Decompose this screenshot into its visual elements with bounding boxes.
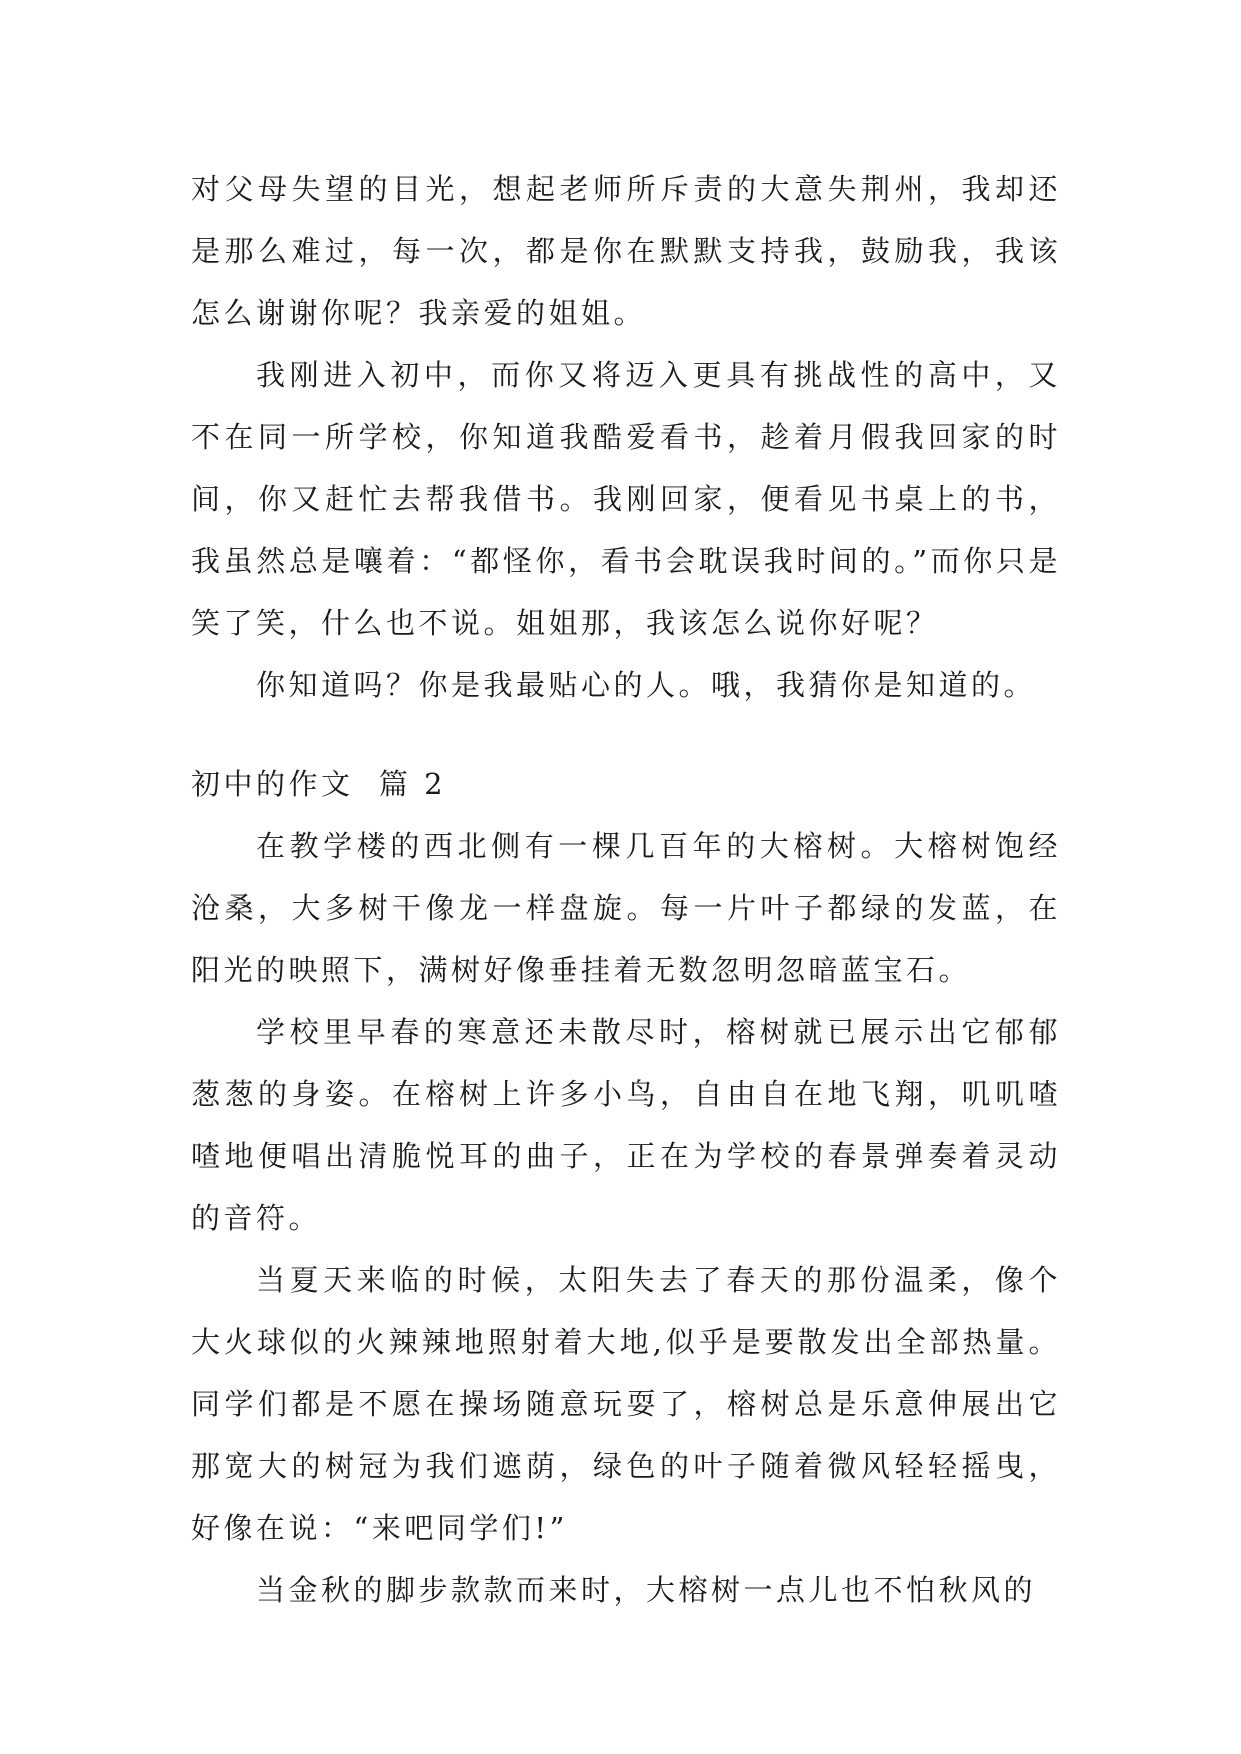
paragraph: 在教学楼的西北侧有一棵几百年的大榕树。大榕树饱经沧桑，大多树干像龙一样盘旋。每一片叶子都绿的发蓝，在阳光的映照下，满树好像垂挂着无数忽明忽暗蓝宝石。 [191, 829, 1061, 987]
section-heading: 初中的作文 篇 2 [191, 767, 447, 801]
paragraph: 当夏天来临的时候，太阳失去了春天的那份温柔，像个大火球似的火辣辣地照射着大地,似乎是要散发出全部热量。同学们都是不愿在操场随意玩耍了，榕树总是乐意伸展出它那宽大的树冠为我们遮荫，绿色的叶子随着微风轻轻摇曳，好像在说：“来吧同学们!” [191, 1263, 1061, 1545]
paragraph: 对父母失望的目光，想起老师所斥责的大意失荆州，我却还是那么难过，每一次，都是你在默默支持我，鼓励我，我该怎么谢谢你呢？我亲爱的姐姐。 [191, 172, 1061, 330]
paragraph: 当金秋的脚步款款而来时，大榕树一点儿也不怕秋风的 [256, 1573, 1037, 1607]
paragraph: 学校里早春的寒意还未散尽时，榕树就已展示出它郁郁葱葱的身姿。在榕树上许多小鸟，自由自在地飞翔，叽叽喳喳地便唱出清脆悦耳的曲子，正在为学校的春景弹奏着灵动的音符。 [191, 1015, 1061, 1235]
paragraph: 你知道吗？你是我最贴心的人。哦，我猜你是知道的。 [256, 668, 1037, 702]
paragraph: 我刚进入初中，而你又将迈入更具有挑战性的高中，又不在同一所学校，你知道我酷爱看书，趁着月假我回家的时间，你又赶忙去帮我借书。我刚回家，便看见书桌上的书，我虽然总是嚷着：“都怪你，看书会耽误我时间的。”而你只是笑了笑，什么也不说。姐姐那，我该怎么说你好呢？ [191, 358, 1061, 640]
document-body [191, 158, 1061, 1621]
